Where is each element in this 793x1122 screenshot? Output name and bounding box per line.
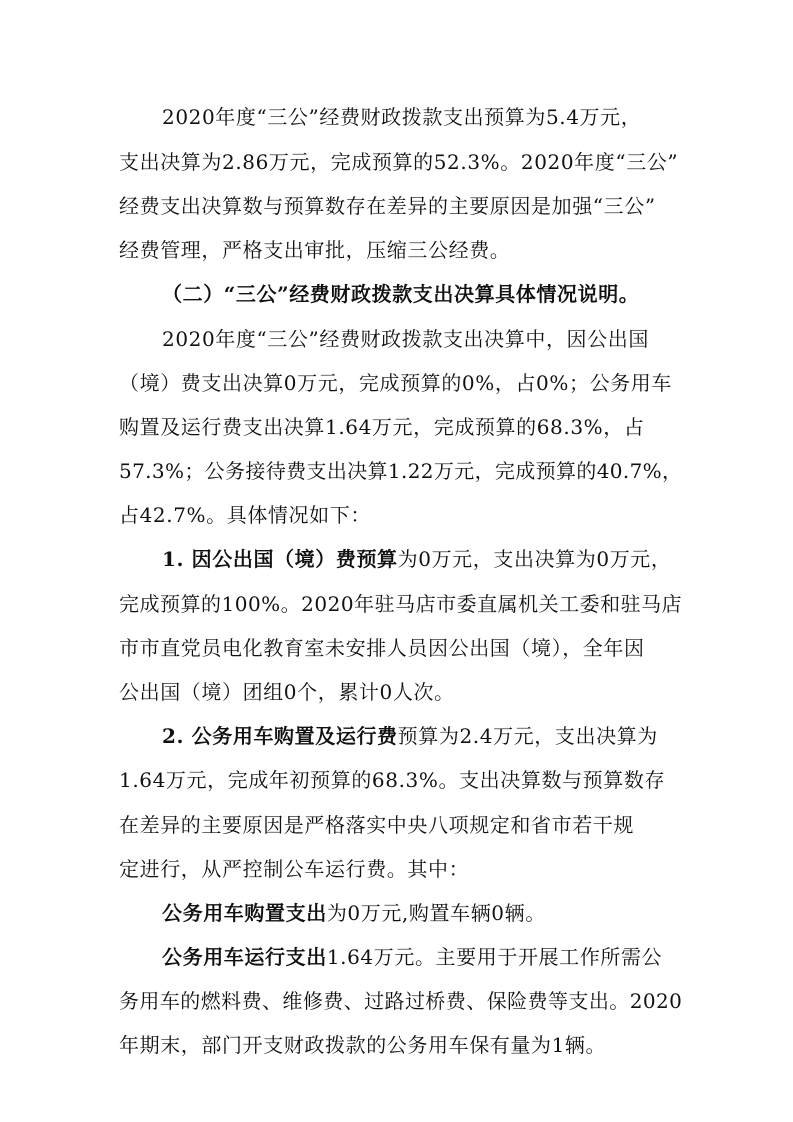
paragraph-line: 务用车的燃料费、维修费、过路过桥费、保险费等支出。2020 bbox=[119, 989, 683, 1013]
paragraph-line bbox=[162, 722, 658, 750]
paragraph-line bbox=[162, 899, 546, 927]
paragraph-line bbox=[162, 545, 672, 573]
section-heading: （二）“三公”经费财政拨款支出决算具体情况说明。 bbox=[162, 282, 640, 306]
line-text: 预算为2.4万元，支出决算为 bbox=[397, 724, 658, 748]
paragraph-line: 2020年度“三公”经费财政拨款支出预算为5.4万元， bbox=[162, 105, 642, 129]
paragraph-line: 在差异的主要原因是严格落实中央八项规定和省市若干规 bbox=[119, 813, 634, 837]
line-text: 1.64万元。主要用于开展工作所需公 bbox=[326, 945, 663, 969]
paragraph-line: 1.64万元，完成年初预算的68.3%。支出决算数与预算数存 bbox=[119, 768, 666, 792]
paragraph-line: 2020年度“三公”经费财政拨款支出决算中，因公出国 bbox=[162, 327, 649, 351]
paragraph-line bbox=[162, 943, 662, 971]
paragraph-line: 定进行，从严控制公车运行费。其中： bbox=[119, 857, 470, 881]
paragraph-line: （境）费支出决算0万元，完成预算的0%，占0%；公务用车 bbox=[119, 371, 672, 395]
paragraph-line: 年期末，部门开支财政拨款的公务用车保有量为1辆。 bbox=[119, 1033, 607, 1057]
bold-lead: 2. 公务用车购置及运行费 bbox=[162, 724, 398, 748]
paragraph-line: 完成预算的100%。2020年驻马店市委直属机关工委和驻马店 bbox=[119, 592, 683, 616]
bold-lead: 公务用车运行支出 bbox=[162, 945, 327, 969]
paragraph-line: 公出国（境）团组0个，累计0人次。 bbox=[119, 680, 455, 704]
paragraph-line: 占42.7%。具体情况如下： bbox=[119, 503, 371, 527]
bold-lead: 1. 因公出国（境）费预算 bbox=[162, 547, 398, 571]
paragraph-line: 经费支出决算数与预算数存在差异的主要原因是加强“三公” bbox=[119, 194, 656, 218]
paragraph-line: 经费管理，严格支出审批，压缩三公经费。 bbox=[119, 238, 511, 262]
paragraph-line: 支出决算为2.86万元，完成预算的52.3%。2020年度“三公” bbox=[119, 150, 679, 174]
bold-lead: 公务用车购置支出 bbox=[162, 901, 327, 925]
paragraph-line: 57.3%；公务接待费支出决算1.22万元，完成预算的40.7%， bbox=[119, 459, 683, 483]
line-text: 为0万元，支出决算为0万元， bbox=[397, 547, 672, 571]
paragraph-line: 购置及运行费支出决算1.64万元，完成预算的68.3%，占 bbox=[119, 415, 645, 439]
paragraph-line: 市市直党员电化教育室未安排人员因公出国（境），全年因 bbox=[119, 636, 645, 660]
line-text: 为0万元,购置车辆0辆。 bbox=[326, 901, 546, 925]
